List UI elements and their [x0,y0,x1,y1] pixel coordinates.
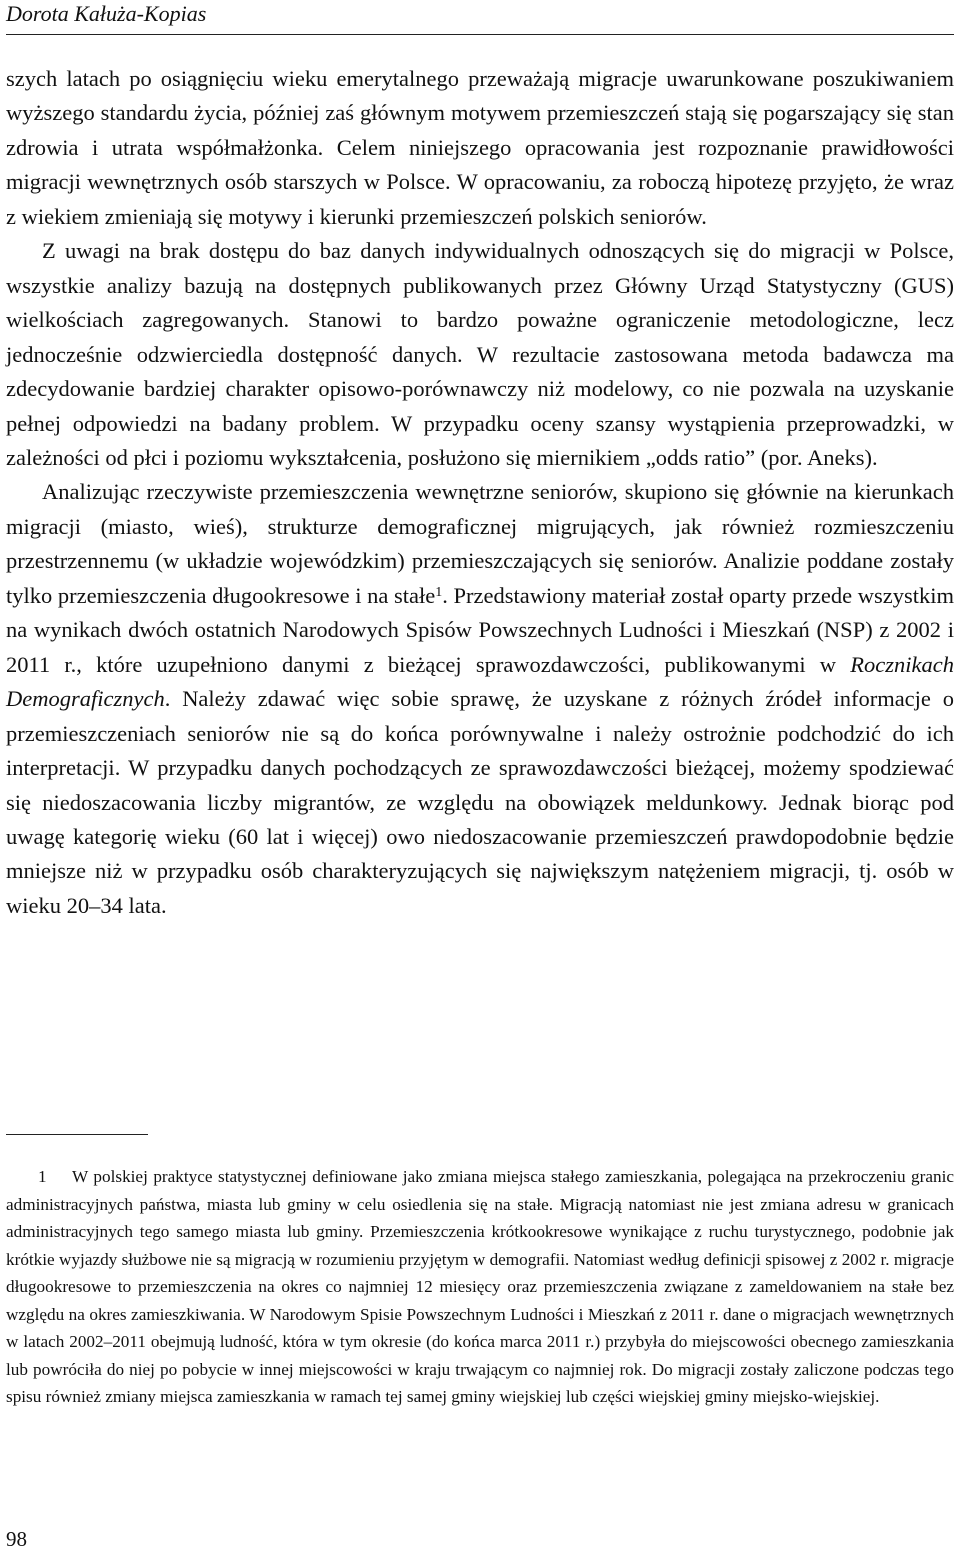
footnote-rule [6,1134,148,1135]
footnote-1 [6,1163,954,1411]
publication-title: Rocznikach Demograficznych [6,651,954,712]
paragraph-3-text-b: . Przedstawiony materiał został oparty przede wszystkim na wynikach dwóch ostatnich Narodowych Spisów Powszechnych Ludności i Mieszkań (NSP) z 2002 i 2011 r., które uzupełniono danymi z bieżącej sprawozdawczości, publikowanymi w [6,582,954,677]
footnote-reference[interactable]: 1 [435,584,443,600]
paragraph-3-text-a: Analizując rzeczywiste przemieszczenia wewnętrzne seniorów, skupiono się głównie na kierunkach migracji (miasto, wieś), strukturze demograficznej migrujących, jak również rozmieszczeniu przestrzennemu (w układzie wojewódzkim) przemieszczających się seniorów. Analizie poddane zostały tylko przemieszczenia długookresowe i na stałe [6,479,954,608]
header-rule [6,34,954,35]
paragraph-3 [6,475,954,923]
page-number: 98 [6,1527,27,1551]
footnote-number: 1 [38,1167,47,1186]
running-head-author: Dorota Kałuża-Kopias [6,1,207,26]
footnote-text: W polskiej praktyce statystycznej definiowane jako zmiana miejsca stałego zamieszkania, polegająca na przekroczeniu granic administracyjnych państwa, miasta lub gminy w celu osiedlenia się na stałe. Migracją natomiast nie jest zmiana adresu w granicach administracyjnych tego samego miasta lub gminy. Przemieszczenia krótkookresowe wynikające z ruchu turystycznego, podobnie jak krótkie wyjazdy służbowe nie są migracją w rozumieniu przyjętym w demografii. Natomiast według definicji spisowej z 2002 r. migracje długookresowe to przemieszczenia na okres co najmniej 12 miesięcy oraz przemieszczenia związane z zameldowaniem na stałe bez względu na okres zamieszkiwania. W Narodowym Spisie Powszechnym Ludności i Mieszkań z 2011 r. dane o migracjach wewnętrznych w latach 2002–2011 obejmują ludność, która w tym okresie (do końca marca 2011 r.) przybyła do miejscowości obecnego zamieszkania lub powróciła do niej po pobycie w innej miejscowości w kraju trwającym co najmniej rok. Do migracji zostały zaliczone podczas tego spisu również zmiany miejsca zamieszkania w ramach tej samej gminy wiejskiej lub części wiejskiej gminy miejsko-wiejskiej. [6,1167,954,1406]
paragraph-1: szych latach po osiągnięciu wieku emerytalnego przeważają migracje uwarunkowane poszukiwaniem wyższego standardu życia, później zaś głównym motywem przemieszczeń stają się pogarszający się stan zdrowia i utrata współmałżonka. Celem niniejszego opracowania jest rozpoznanie prawidłowości migracji wewnętrznych osób starszych w Polsce. W opracowaniu, za roboczą hipotezę przyjęto, że wraz z wiekiem zmieniają się motywy i kierunki przemieszczeń polskich seniorów. [6,66,954,229]
paragraph-2: Z uwagi na brak dostępu do baz danych indywidualnych odnoszących się do migracji w Polsce, wszystkie analizy bazują na dostępnych publikowanych przez Główny Urząd Statystyczny (GUS) wielkościach zagregowanych. Stanowi to bardzo poważne ograniczenie metodologiczne, lecz jednocześnie odzwierciedla dostępność danych. W rezultacie zastosowana metoda badawcza ma zdecydowanie bardziej charakter opisowo-porównawczy niż modelowy, co nie pozwala na uzyskanie pełnej odpowiedzi na badany problem. W przypadku oceny szansy wystąpienia przeprowadzki, w zależności od płci i poziomu wykształcenia, posłużono się miernikiem „odds ratio” (por. Aneks). [6,238,954,470]
main-text [6,62,954,923]
paragraph-3-text-c: . Należy zdawać więc sobie sprawę, że uzyskane z różnych źródeł informacje o przemieszczeniach seniorów nie są do końca porównywalne i należy ostrożnie podchodzić do ich interpretacji. W przypadku danych pochodzących ze sprawozdawczości bieżącej, możemy spodziewać się niedoszacowania liczby migrantów, ze względu na obowiązek meldunkowy. Jednak biorąc pod uwagę kategorię wieku (60 lat i więcej) owo niedoszacowanie przemieszczeń prawdopodobnie będzie mniejsze niż w przypadku osób charakteryzujących się największym natężeniem migracji, tj. osób w wieku 20–34 lata. [6,686,954,918]
